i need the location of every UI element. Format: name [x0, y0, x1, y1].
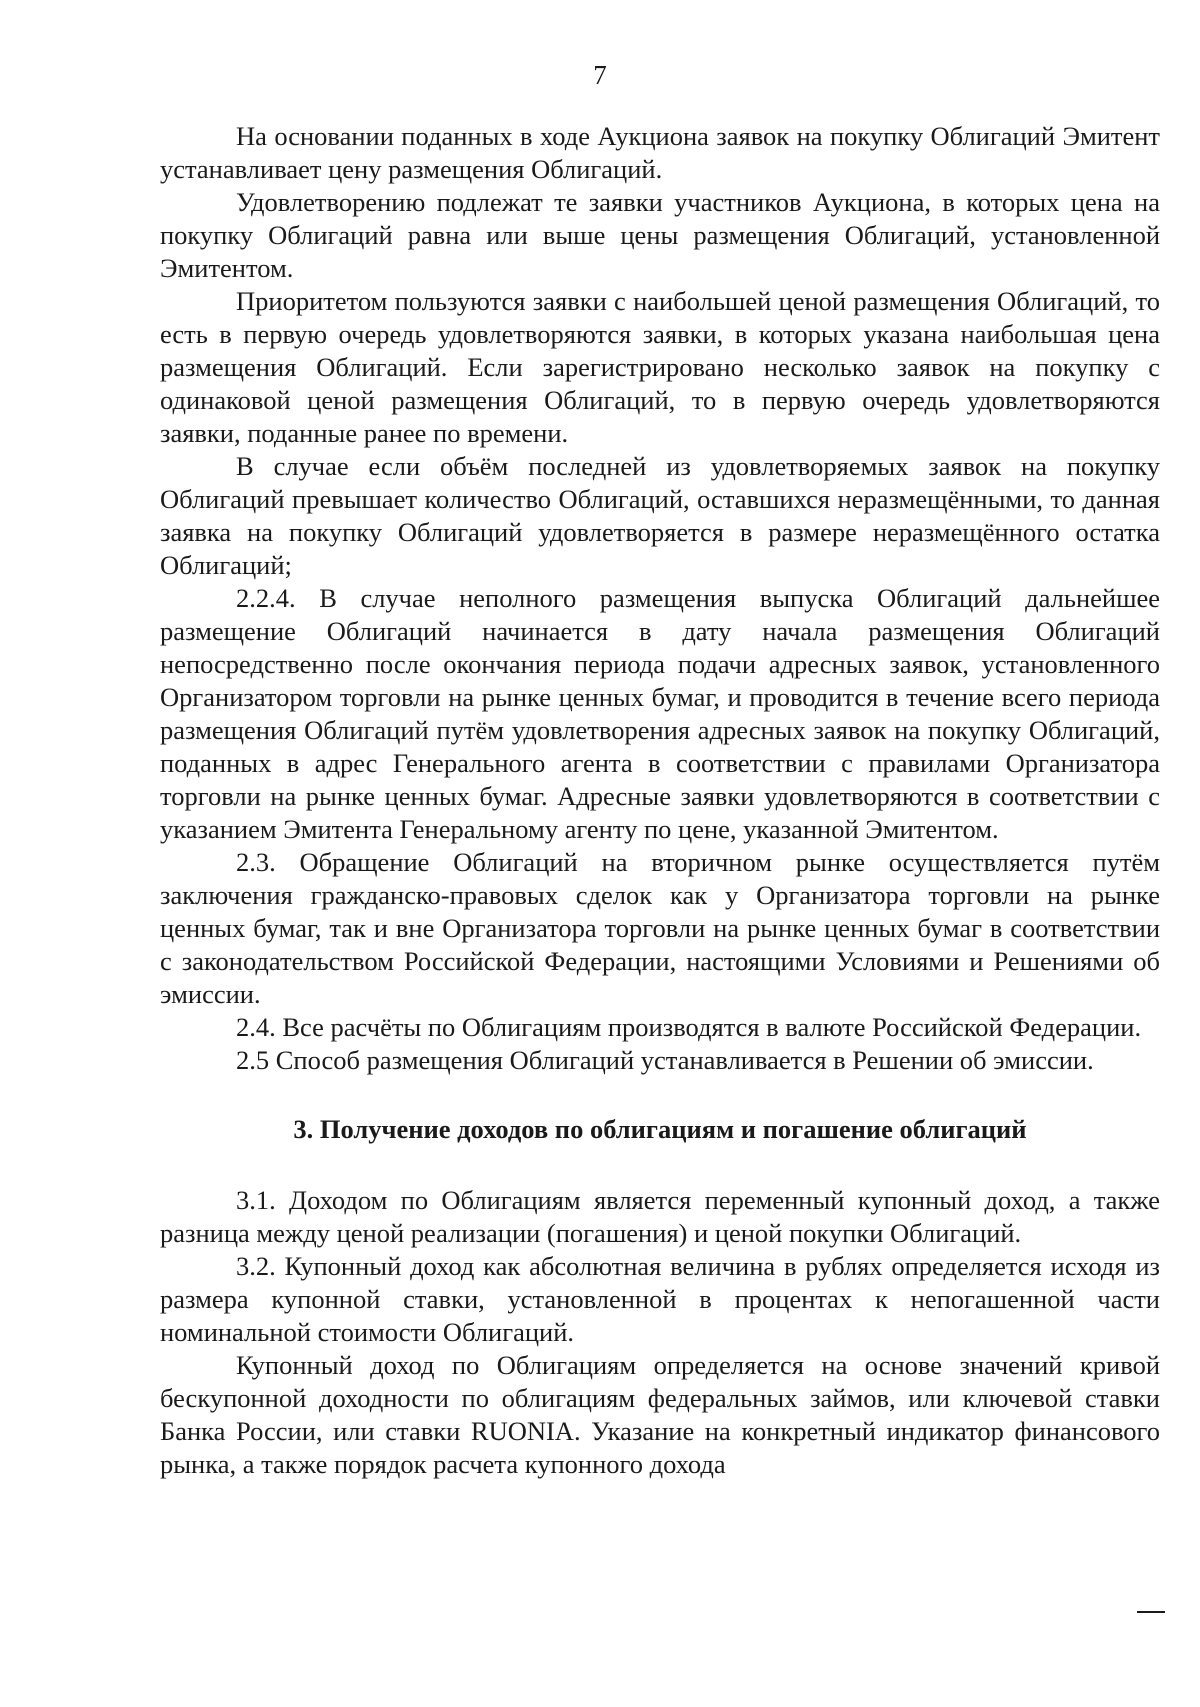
paragraph-3-2: 3.2. Купонный доход как абсолютная величина в рублях определяется исходя из размера купонной ставки, установленной в процентах к непогашенной части номинальной стоимости Облигаций. [160, 1251, 1160, 1347]
paragraph-auction-price: На основании поданных в ходе Аукциона заявок на покупку Облигаций Эмитент устанавливает цену размещения Облигаций. [160, 121, 1160, 184]
paragraph-3-1: 3.1. Доходом по Облигациям является переменный купонный доход, а также разница между ценой реализации (погашения) и ценой покупки Облигаций. [160, 1185, 1160, 1248]
paragraph-2-3: 2.3. Обращение Облигаций на вторичном рынке осуществляется путём заключения гражданско-правовых сделок как у Организатора торговли на рынке ценных бумаг, так и вне Организатора торговли на рынке ценных бумаг в соответствии с законодательством Российской Федерации, настоящими Условиями и Решениями об эмиссии. [160, 847, 1160, 1009]
document-body [160, 120, 1160, 1481]
section-heading: 3. Получение доходов по облигациям и погашение облигаций [293, 1114, 1027, 1144]
footnote-rule [1137, 1611, 1165, 1613]
paragraph-last-bid: В случае если объём последней из удовлетворяемых заявок на покупку Облигаций превышает количество Облигаций, оставшихся неразмещёнными, то данная заявка на покупку Облигаций удовлетворяется в размере неразмещённого остатка Облигаций; [160, 451, 1160, 580]
paragraph-coupon-income: Купонный доход по Облигациям определяется на основе значений кривой бескупонной доходности по облигациям федеральных займов, или ключевой ставки Банка России, или ставки RUONIA. Указание на конкретный индикатор финансового рынка, а также порядок расчета купонного дохода [160, 1350, 1160, 1479]
paragraph-priority: Приоритетом пользуются заявки с наибольшей ценой размещения Облигаций, то есть в первую очередь удовлетворяются заявки, в которых указана наибольшая цена размещения Облигаций. Если зарегистрировано несколько заявок на покупку с одинаковой ценой размещения Облигаций, то в первую очередь удовлетворяются заявки, поданные ранее по времени. [160, 286, 1160, 448]
paragraph-2-4: 2.4. Все расчёты по Облигациям производятся в валюте Российской Федерации. [236, 1012, 1142, 1042]
paragraph-2-2-4: 2.2.4. В случае неполного размещения выпуска Облигаций дальнейшее размещение Облигаций начинается в дату начала размещения Облигаций непосредственно после окончания периода подачи адресных заявок, установленного Организатором торговли на рынке ценных бумаг, и проводится в течение всего периода размещения Облигаций путём удовлетворения адресных заявок на покупку Облигаций, поданных в адрес Генерального агента в соответствии с правилами Организатора торговли на рынке ценных бумаг. Адресные заявки удовлетворяются в соответствии с указанием Эмитента Генеральному агенту по цене, указанной Эмитентом. [160, 583, 1160, 844]
paragraph-satisfied-bids: Удовлетворению подлежат те заявки участников Аукциона, в которых цена на покупку Облигаций равна или выше цены размещения Облигаций, установленной Эмитентом. [160, 187, 1160, 283]
page-number: 7 [593, 60, 607, 90]
paragraph-2-5: 2.5 Способ размещения Облигаций устанавливается в Решении об эмиссии. [236, 1045, 1094, 1075]
